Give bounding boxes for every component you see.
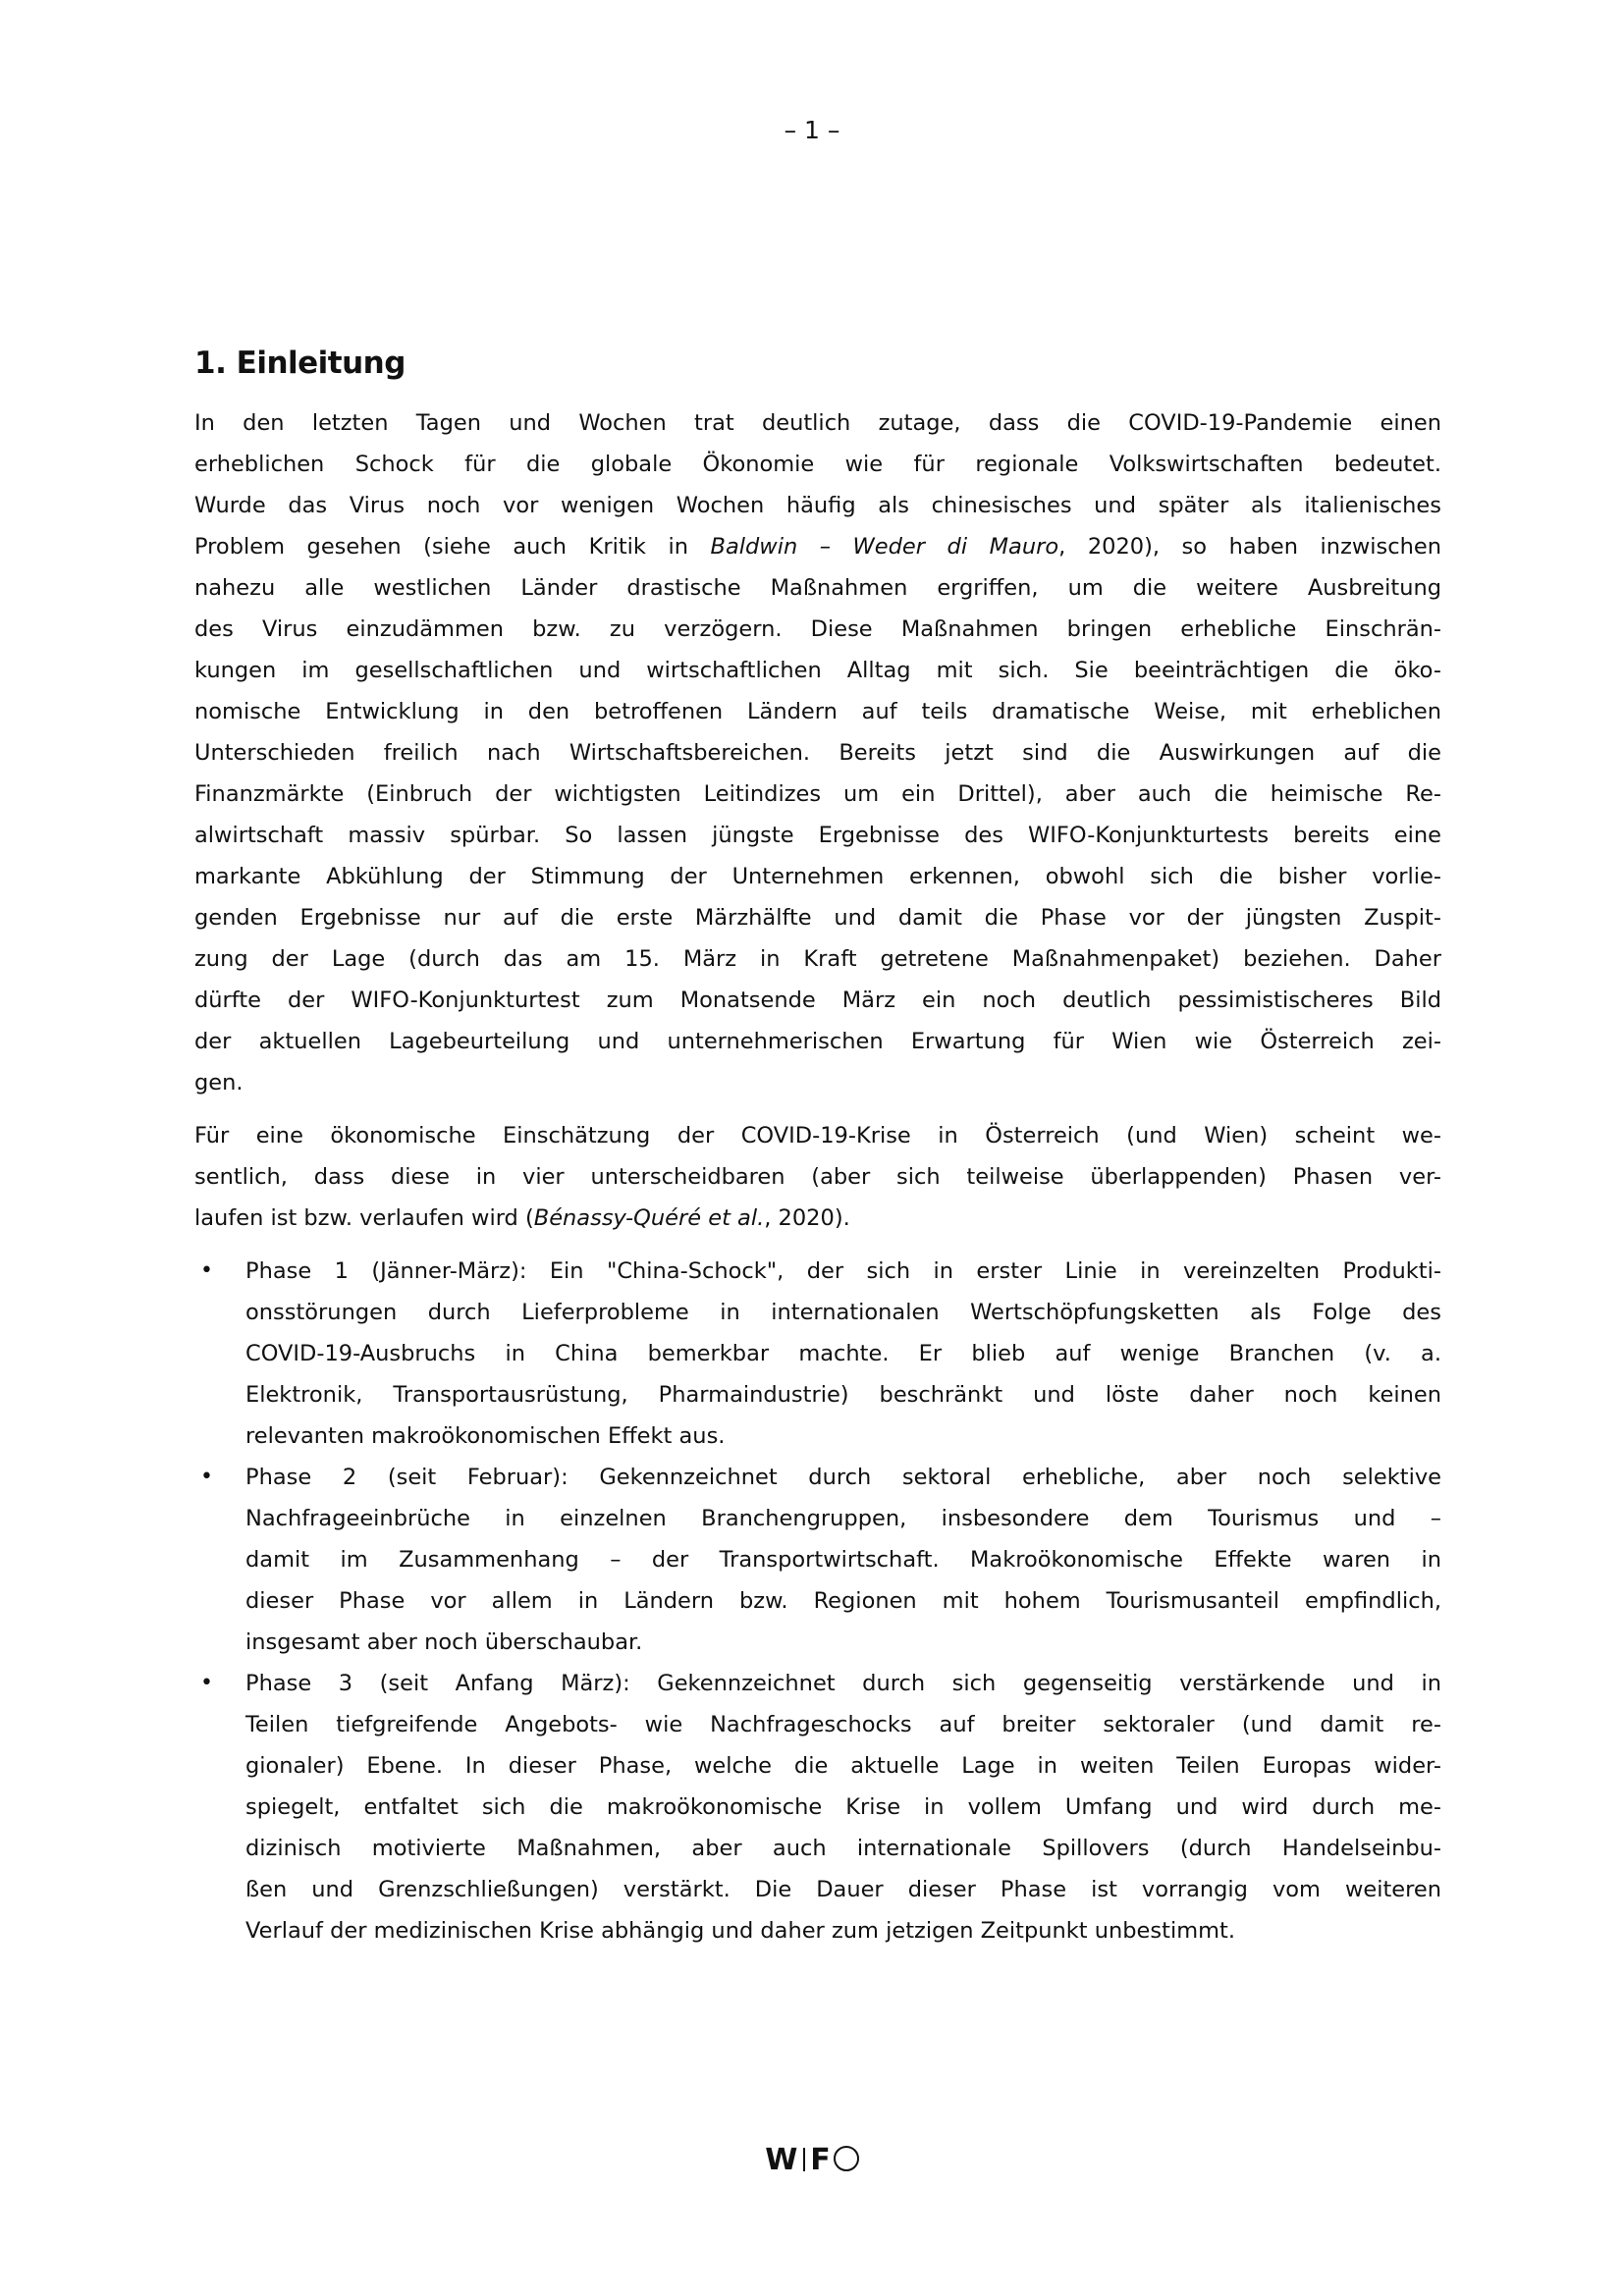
text-line: genden Ergebnisse nur auf die erste Märzhälfte und damit die Phase vor der jüngsten Zuspit- — [194, 905, 1441, 931]
section-heading: 1. Einleitung — [194, 346, 406, 381]
text-segment: , 2020), so haben inzwischen — [1058, 534, 1441, 560]
page-content — [194, 346, 1441, 1951]
bullet-item — [194, 1663, 1441, 1951]
text-line — [194, 526, 1441, 567]
paragraph — [194, 402, 1441, 1103]
text-line: Phase 1 (Jänner-März): Ein "China-Schock", der sich in erster Linie in vereinzelten Produkti- — [245, 1258, 1441, 1284]
bullet-icon: • — [200, 1258, 213, 1283]
text-line: Phase 3 (seit Anfang März): Gekennzeichnet durch sich gegenseitig verstärkende und in — [245, 1671, 1441, 1696]
text-line — [194, 1198, 1441, 1239]
text-line: Verlauf der medizinischen Krise abhängig und daher zum jetzigen Zeitpunkt unbestimmt. — [245, 1918, 1236, 1944]
text-line: Phase 2 (seit Februar): Gekennzeichnet durch sektoral erhebliche, aber noch selektive — [245, 1465, 1441, 1490]
text-line: alwirtschaft massiv spürbar. So lassen jüngste Ergebnisse des WIFO-Konjunkturtests bereits eine — [194, 823, 1441, 848]
bullet-item — [194, 1251, 1441, 1457]
text-line: Unterschieden freilich nach Wirtschaftsbereichen. Bereits jetzt sind die Auswirkungen auf die — [194, 740, 1441, 766]
text-line: insgesamt aber noch überschaubar. — [245, 1629, 643, 1655]
body-text — [194, 402, 1441, 1239]
text-line: dürfte der WIFO-Konjunkturtest zum Monatsende März ein noch deutlich pessimistischeres Bild — [194, 988, 1441, 1013]
citation-text: Bénassy-Quéré et al. — [533, 1205, 765, 1231]
text-line: relevanten makroökonomischen Effekt aus. — [245, 1423, 726, 1449]
text-line: nomische Entwicklung in den betroffenen Ländern auf teils dramatische Weise, mit erheblichen — [194, 699, 1441, 724]
text-line: Finanzmärkte (Einbruch der wichtigsten Leitindizes um ein Drittel), aber auch die heimische Re- — [194, 781, 1441, 807]
text-line: der aktuellen Lagebeurteilung und unternehmerischen Erwartung für Wien wie Österreich zei- — [194, 1029, 1441, 1054]
text-line: erheblichen Schock für die globale Ökonomie wie für regionale Volkswirtschaften bedeutet. — [194, 452, 1441, 477]
paragraph — [194, 1115, 1441, 1239]
text-line: Wurde das Virus noch vor wenigen Wochen häufig als chinesisches und später als italienisches — [194, 493, 1441, 518]
phase-list — [194, 1251, 1441, 1951]
text-line: spiegelt, entfaltet sich die makroökonomische Krise in vollem Umfang und wird durch me- — [245, 1794, 1441, 1820]
logo-letter-w: W — [765, 2143, 799, 2177]
text-line: gen. — [194, 1070, 244, 1095]
logo-circle-o — [834, 2146, 859, 2171]
text-line: damit im Zusammenhang – der Transportwirtschaft. Makroökonomische Effekte waren in — [245, 1547, 1441, 1573]
wifo-logo — [0, 2143, 1624, 2177]
text-line: kungen im gesellschaftlichen und wirtschaftlichen Alltag mit sich. Sie beeinträchtigen die öko- — [194, 658, 1441, 683]
text-line: zung der Lage (durch das am 15. März in Kraft getretene Maßnahmenpaket) beziehen. Daher — [194, 946, 1441, 972]
text-segment: laufen ist bzw. verlaufen wird ( — [194, 1205, 534, 1231]
bullet-icon: • — [200, 1671, 213, 1695]
text-line: gionaler) Ebene. In dieser Phase, welche die aktuelle Lage in weiten Teilen Europas wider- — [245, 1753, 1441, 1779]
text-line: dieser Phase vor allem in Ländern bzw. Regionen mit hohem Tourismusanteil empfindlich, — [245, 1588, 1441, 1614]
bullet-item — [194, 1457, 1441, 1663]
text-line: Teilen tiefgreifende Angebots- wie Nachfrageschocks auf breiter sektoraler (und damit re- — [245, 1712, 1441, 1737]
text-line: COVID-19-Ausbruchs in China bemerkbar machte. Er blieb auf wenige Branchen (v. a. — [245, 1341, 1441, 1366]
text-line: onsstörungen durch Lieferprobleme in internationalen Wertschöpfungsketten als Folge des — [245, 1300, 1441, 1325]
text-line: ßen und Grenzschließungen) verstärkt. Die Dauer dieser Phase ist vorrangig vom weiteren — [245, 1877, 1441, 1902]
text-line: Nachfrageeinbrüche in einzelnen Branchengruppen, insbesondere dem Tourismus und – — [245, 1506, 1441, 1531]
text-line: sentlich, dass diese in vier unterscheidbaren (aber sich teilweise überlappenden) Phasen ver- — [194, 1164, 1441, 1190]
text-line: des Virus einzudämmen bzw. zu verzögern. Diese Maßnahmen bringen erhebliche Einschrän- — [194, 616, 1441, 642]
text-line: nahezu alle westlichen Länder drastische Maßnahmen ergriffen, um die weitere Ausbreitung — [194, 575, 1441, 601]
text-segment: , 2020). — [764, 1205, 850, 1231]
citation-text: Baldwin – Weder di Mauro — [710, 534, 1059, 560]
text-segment: Problem gesehen (siehe auch Kritik in — [194, 534, 711, 560]
bullet-icon: • — [200, 1465, 213, 1489]
text-line: In den letzten Tagen und Wochen trat deutlich zutage, dass die COVID-19-Pandemie einen — [194, 410, 1441, 436]
page-number: – 1 – — [784, 116, 840, 144]
logo-letter-f: F — [810, 2143, 832, 2177]
text-line: Elektronik, Transportausrüstung, Pharmaindustrie) beschränkt und löste daher noch keinen — [245, 1382, 1441, 1408]
text-line: markante Abkühlung der Stimmung der Unternehmen erkennen, obwohl sich die bisher vorlie- — [194, 864, 1441, 889]
text-line: dizinisch motivierte Maßnahmen, aber auch internationale Spillovers (durch Handelseinbu- — [245, 1836, 1441, 1861]
logo-separator — [803, 2148, 805, 2171]
text-line: Für eine ökonomische Einschätzung der COVID-19-Krise in Österreich (und Wien) scheint we- — [194, 1123, 1441, 1148]
